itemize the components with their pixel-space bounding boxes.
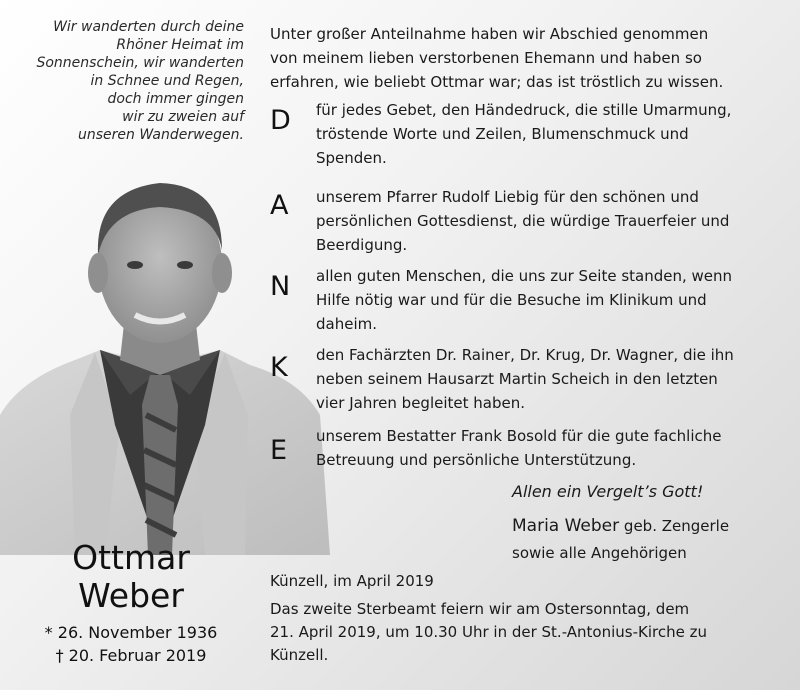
closing-thanks: Allen ein Vergelt’s Gott! [512, 482, 704, 501]
danke-letter: D [270, 105, 291, 136]
danke-text: unserem Pfarrer Rudolf Liebig für den schönen und persönlichen Gottesdienst, die würdige Trauerfeier und Beerdigung. [316, 188, 730, 254]
danke-text: allen guten Menschen, die uns zur Seite standen, wenn Hilfe nötig war und für die Besuche im Klinikum und daheim. [316, 267, 733, 333]
signer-name: Maria Weber [512, 516, 620, 536]
signer [512, 514, 729, 538]
danke-text: unserem Bestatter Frank Bosold für die gute fachliche Betreuung und persönliche Unterstützung. [316, 427, 722, 469]
danke-text: den Fachärzten Dr. Rainer, Dr. Krug, Dr. Wagner, die ihn neben seinem Hausarzt Martin Scheich in den letzten vier Jahren begleitet haben. [316, 346, 734, 412]
danke-letter: A [270, 190, 289, 221]
deceased-last-name: Weber [78, 576, 184, 615]
signer-maiden-name: geb. Zengerle [623, 517, 730, 535]
danke-letter: N [270, 271, 291, 302]
birth-date: * 26. November 1936 [44, 623, 218, 642]
left-column [0, 0, 262, 690]
danke-letter: K [270, 352, 288, 383]
place-date: Künzell, im April 2019 [270, 572, 434, 590]
danke-letter: E [270, 435, 288, 466]
death-date: † 20. Februar 2019 [55, 646, 207, 665]
mass-notice: Das zweite Sterbeamt feiern wir am Ostersonntag, dem 21. April 2019, um 10.30 Uhr in der St.-Antonius-Kirche zu Künzell. [270, 600, 707, 664]
intro-paragraph: Unter großer Anteilnahme haben wir Abschied genommen von meinem lieben verstorbenen Ehemann und haben so erfahren, wie beliebt Ottmar war; das ist tröstlich zu wissen. [270, 25, 724, 91]
family-line: sowie alle Angehörigen [512, 544, 687, 562]
memorial-poem: Wir wanderten durch deine Rhöner Heimat im Sonnenschein, wir wanderten in Schnee und Regen, doch immer gingen wir zu zweien auf unseren Wanderwegen. [36, 19, 244, 143]
danke-text: für jedes Gebet, den Händedruck, die stille Umarmung, tröstende Worte und Zeilen, Blumenschmuck und Spenden. [316, 101, 732, 167]
deceased-first-name: Ottmar [72, 538, 190, 577]
